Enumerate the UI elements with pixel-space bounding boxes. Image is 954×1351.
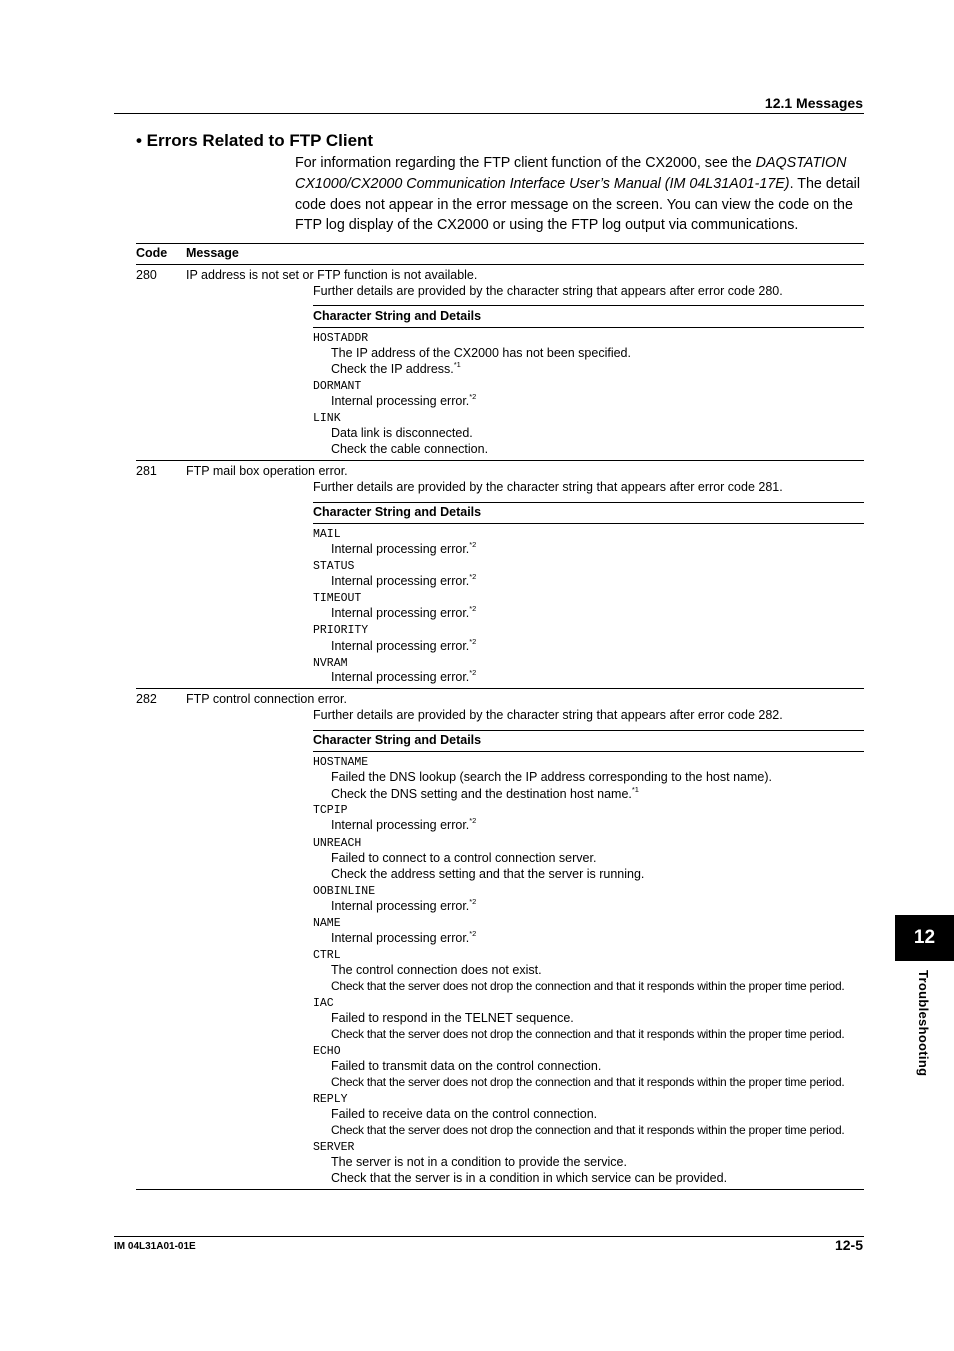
detail-line: Failed to receive data on the control connection. bbox=[331, 1107, 598, 1121]
detail-line bbox=[331, 394, 476, 408]
detail-line: Check that the server does not drop the connection and that it responds within the proper time period. bbox=[331, 1123, 845, 1137]
intro-text-1: For information regarding the FTP client function of the CX2000, see the bbox=[295, 155, 756, 171]
detail-text: Check the IP address. bbox=[331, 362, 454, 376]
error-message-282: FTP control connection error. bbox=[186, 692, 347, 706]
detail-text: Internal processing error. bbox=[331, 606, 470, 620]
detail-text: Internal processing error. bbox=[331, 899, 470, 913]
manual-title: DAQSTATION CX1000/CX2000 Communication Interface User’s Manual (IM 04L31A01-17E) bbox=[295, 155, 847, 192]
header-rule bbox=[114, 113, 864, 114]
running-header: 12.1 Messages bbox=[764, 95, 863, 111]
footnote-ref: *2 bbox=[469, 897, 477, 906]
detail-text: Internal processing error. bbox=[331, 818, 470, 832]
code-string: TIMEOUT bbox=[313, 592, 362, 605]
code-string: STATUS bbox=[313, 560, 355, 573]
error-message-280: IP address is not set or FTP function is not available. bbox=[186, 268, 478, 282]
detail-line: The IP address of the CX2000 has not been specified. bbox=[331, 346, 631, 360]
intro-text-2: . The detail code does not appear in the error message on the screen. You can view the code on the FTP log display of the CX2000 or using the FTP log output via communications. bbox=[295, 175, 861, 234]
detail-text: Check the DNS setting and the destination host name. bbox=[331, 787, 632, 801]
error-code-280: 280 bbox=[136, 268, 157, 282]
detail-line bbox=[331, 931, 476, 945]
detail-line bbox=[331, 787, 639, 801]
detail-text: Internal processing error. bbox=[331, 542, 470, 556]
detail-line bbox=[331, 606, 476, 620]
detail-line: Failed to transmit data on the control connection. bbox=[331, 1059, 602, 1073]
sub-table-rule bbox=[313, 305, 864, 306]
row-separator bbox=[136, 688, 864, 689]
code-string: MAIL bbox=[313, 528, 341, 541]
code-string: PRIORITY bbox=[313, 624, 369, 637]
page-number: 12-5 bbox=[834, 1237, 863, 1253]
code-string: TCPIP bbox=[313, 804, 348, 817]
footnote-ref: *2 bbox=[469, 637, 477, 646]
detail-line: Check that the server is in a condition in which service can be provided. bbox=[331, 1171, 728, 1185]
error-code-282: 282 bbox=[136, 692, 157, 706]
further-details-280: Further details are provided by the character string that appears after error code 280. bbox=[313, 284, 783, 298]
sub-table-header: Character String and Details bbox=[313, 733, 482, 747]
detail-line bbox=[331, 899, 476, 913]
code-string: HOSTNAME bbox=[313, 756, 369, 769]
footnote-ref: *2 bbox=[469, 572, 477, 581]
detail-text: Internal processing error. bbox=[331, 574, 470, 588]
detail-line: Check that the server does not drop the connection and that it responds within the proper time period. bbox=[331, 979, 845, 993]
footer-rule bbox=[114, 1236, 864, 1237]
footnote-ref: *2 bbox=[469, 604, 477, 613]
code-string: REPLY bbox=[313, 1093, 348, 1106]
column-header-message: Message bbox=[186, 246, 239, 260]
detail-text: Internal processing error. bbox=[331, 639, 470, 653]
detail-line: Check the cable connection. bbox=[331, 442, 489, 456]
detail-line: Check that the server does not drop the connection and that it responds within the proper time period. bbox=[331, 1027, 845, 1041]
detail-line: Failed the DNS lookup (search the IP address corresponding to the host name). bbox=[331, 770, 772, 784]
row-separator bbox=[136, 460, 864, 461]
detail-line: Failed to respond in the TELNET sequence. bbox=[331, 1011, 574, 1025]
detail-line bbox=[331, 639, 476, 653]
detail-text: Internal processing error. bbox=[331, 670, 470, 684]
code-string: DORMANT bbox=[313, 380, 362, 393]
sub-table-rule bbox=[313, 730, 864, 731]
detail-line: The control connection does not exist. bbox=[331, 963, 542, 977]
sub-table-rule bbox=[313, 502, 864, 503]
sub-table-header: Character String and Details bbox=[313, 505, 482, 519]
footnote-ref: *2 bbox=[469, 540, 477, 549]
detail-text: Internal processing error. bbox=[331, 931, 470, 945]
code-string: NAME bbox=[313, 917, 341, 930]
code-string: HOSTADDR bbox=[313, 332, 369, 345]
error-code-281: 281 bbox=[136, 464, 157, 478]
code-string: SERVER bbox=[313, 1141, 355, 1154]
footnote-ref: *1 bbox=[453, 360, 461, 369]
column-header-code: Code bbox=[136, 246, 168, 260]
chapter-tab: 12 bbox=[895, 915, 954, 961]
intro-paragraph bbox=[295, 153, 861, 236]
detail-line: The server is not in a condition to provide the service. bbox=[331, 1155, 627, 1169]
table-header-rule bbox=[136, 264, 864, 265]
chapter-side-label: Troubleshooting bbox=[916, 970, 931, 1077]
further-details-282: Further details are provided by the character string that appears after error code 282. bbox=[313, 708, 783, 722]
code-string: ECHO bbox=[313, 1045, 341, 1058]
detail-line bbox=[331, 362, 461, 376]
detail-line bbox=[331, 542, 476, 556]
section-title: • Errors Related to FTP Client bbox=[136, 131, 374, 150]
footnote-ref: *2 bbox=[469, 392, 477, 401]
sub-table-header: Character String and Details bbox=[313, 309, 482, 323]
code-string: IAC bbox=[313, 997, 334, 1010]
table-top-rule bbox=[136, 243, 864, 244]
code-string: UNREACH bbox=[313, 837, 362, 850]
sub-table-rule bbox=[313, 751, 864, 752]
footnote-ref: *2 bbox=[469, 816, 477, 825]
further-details-281: Further details are provided by the character string that appears after error code 281. bbox=[313, 480, 783, 494]
code-string: NVRAM bbox=[313, 657, 348, 670]
detail-line: Check that the server does not drop the connection and that it responds within the proper time period. bbox=[331, 1075, 845, 1089]
footnote-ref: *2 bbox=[469, 929, 477, 938]
sub-table-rule bbox=[313, 327, 864, 328]
detail-line bbox=[331, 818, 476, 832]
footnote-ref: *1 bbox=[631, 785, 639, 794]
document-id: IM 04L31A01-01E bbox=[114, 1241, 196, 1252]
detail-line bbox=[331, 670, 476, 684]
sub-table-rule bbox=[313, 523, 864, 524]
detail-line: Failed to connect to a control connection server. bbox=[331, 851, 597, 865]
code-string: LINK bbox=[313, 412, 341, 425]
error-message-281: FTP mail box operation error. bbox=[186, 464, 348, 478]
table-bottom-rule bbox=[136, 1189, 864, 1190]
detail-line: Data link is disconnected. bbox=[331, 426, 473, 440]
detail-text: Internal processing error. bbox=[331, 394, 470, 408]
footnote-ref: *2 bbox=[469, 668, 477, 677]
detail-line: Check the address setting and that the server is running. bbox=[331, 867, 645, 881]
code-string: CTRL bbox=[313, 949, 341, 962]
detail-line bbox=[331, 574, 476, 588]
code-string: OOBINLINE bbox=[313, 885, 376, 898]
